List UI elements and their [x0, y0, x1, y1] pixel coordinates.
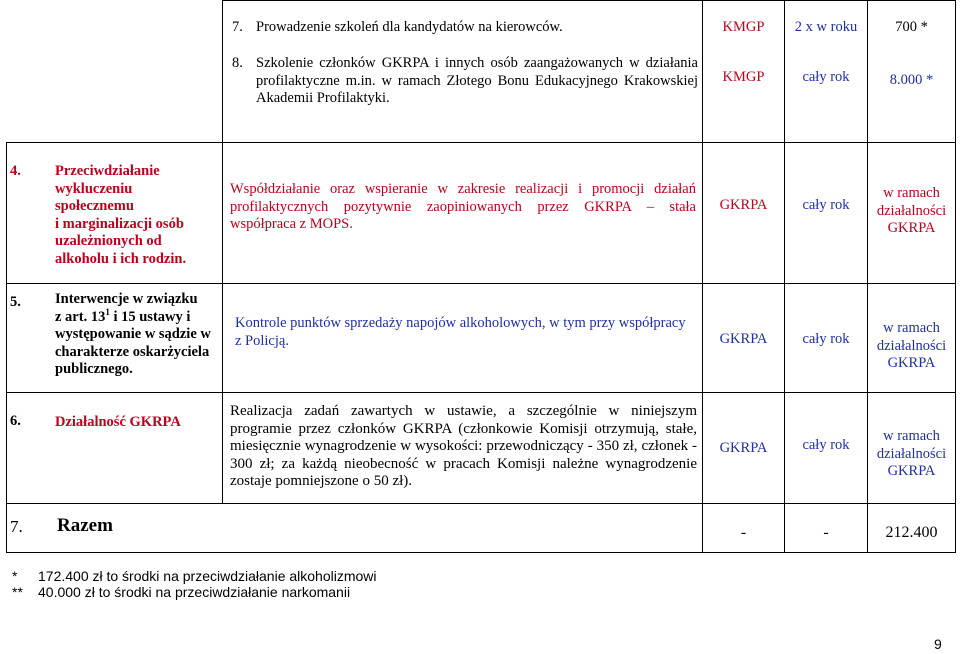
- table-left-border: [6, 142, 7, 553]
- footnote-mark: **: [12, 584, 23, 600]
- desc-line: zostaje pomniejszone o 50 zł).: [230, 473, 413, 489]
- title-line: i marginalizacji osób: [55, 215, 184, 232]
- desc-line: z Policją.: [235, 332, 289, 349]
- item-8-schedule: cały rok: [802, 69, 850, 85]
- row-4-amount: [868, 185, 955, 238]
- row-4-schedule: cały rok: [802, 197, 850, 213]
- page-number: 9: [934, 636, 942, 652]
- row-5-title: [55, 291, 211, 379]
- row-5-schedule: cały rok: [802, 331, 850, 347]
- item-7-responsible: KMGP: [722, 19, 765, 35]
- item-8-number: 8.: [232, 55, 243, 71]
- title-line: wykluczeniu: [55, 180, 133, 197]
- item-7-schedule: 2 x w roku: [794, 19, 858, 35]
- footnote-drugs: [12, 584, 350, 602]
- row-4-number: 4.: [10, 163, 21, 179]
- item-8-line: profilaktyczne m.in. w ramach Złotego Bonu Edukacyjnego Krakowskiej: [256, 72, 698, 89]
- item-8-line: Akademii Profilaktyki.: [256, 90, 390, 106]
- row-4-responsible: GKRPA: [719, 197, 768, 213]
- amount-line: GKRPA: [887, 463, 936, 479]
- row-5-responsible: GKRPA: [719, 331, 768, 347]
- footnote-alcohol: [12, 568, 377, 586]
- amount-line: działalności: [876, 337, 947, 354]
- table-top-border: [222, 0, 956, 1]
- desc-line: współpraca z MOPS.: [230, 216, 353, 232]
- total-number: 7.: [10, 517, 23, 536]
- title-line: społecznemu: [55, 198, 134, 214]
- desc-line: profilaktycznych pozytywnie zaopiniowanych przez GKRPA – stała: [230, 198, 696, 215]
- row-divider: [6, 503, 956, 504]
- title-line: [55, 306, 211, 327]
- desc-line: programie przez członków GKRPA (członkowie Komisji otrzymują, stałe,: [230, 420, 697, 437]
- title-line: publicznego.: [55, 361, 133, 377]
- row-6-amount: [868, 428, 955, 481]
- title-segment: z art. 13: [55, 308, 106, 325]
- item-7-amount: 700 *: [895, 19, 928, 35]
- row-divider: [6, 283, 956, 284]
- footnote-mark: *: [12, 568, 18, 584]
- desc-line: Kontrole punktów sprzedaży napojów alkoholowych, w tym przy współpracy: [235, 315, 686, 331]
- item-8-text: [256, 55, 698, 108]
- row-4-description: [230, 181, 696, 234]
- title-line: alkoholu i ich rodzin.: [55, 250, 187, 267]
- item-8-amount: 8.000 *: [889, 72, 934, 88]
- row-divider: [6, 142, 956, 143]
- total-schedule: -: [823, 524, 829, 541]
- desc-line: Współdziałanie oraz wspieranie w zakresie realizacji i promocji działań: [230, 181, 696, 197]
- title-line: Przeciwdziałanie: [55, 163, 160, 179]
- desc-line: Realizacja zadań zawartych w ustawie, a szczególnie w niniejszym: [230, 403, 697, 419]
- row-divider: [6, 392, 956, 393]
- amount-line: GKRPA: [887, 355, 936, 371]
- row-6-title: Działalność GKRPA: [55, 414, 181, 430]
- table-bottom-border: [6, 552, 956, 553]
- column-divider: [222, 0, 223, 503]
- total-amount: 212.400: [885, 524, 938, 541]
- footnote-text: 172.400 zł to środki na przeciwdziałanie alkoholizmowi: [38, 568, 377, 584]
- amount-line: w ramach: [883, 428, 940, 444]
- superscript: 1: [105, 306, 110, 317]
- title-segment: i 15 ustawy i: [109, 308, 191, 325]
- title-line: Interwencje w związku: [55, 291, 198, 307]
- row-6-description: [230, 403, 697, 491]
- footnote-text: 40.000 zł to środki na przeciwdziałanie narkomanii: [38, 584, 351, 600]
- row-5-number: 5.: [10, 294, 21, 310]
- amount-line: GKRPA: [887, 220, 936, 236]
- amount-line: w ramach: [883, 320, 940, 336]
- amount-line: w ramach: [883, 185, 940, 201]
- amount-line: działalności: [876, 445, 947, 462]
- item-7-text: Prowadzenie szkoleń dla kandydatów na kierowców.: [256, 19, 563, 35]
- item-8-responsible: KMGP: [722, 69, 765, 85]
- title-line: uzależnionych od: [55, 233, 162, 249]
- row-6-number: 6.: [10, 413, 21, 429]
- desc-line: 300 zł; za każdą nieobecność w pracach Komisji należne wynagrodzenie: [230, 455, 697, 472]
- total-responsible: -: [740, 524, 747, 541]
- row-5-amount: [868, 320, 955, 373]
- table-right-border: [955, 0, 956, 553]
- row-4-title: [55, 163, 186, 268]
- item-7-number: 7.: [232, 19, 243, 35]
- amount-line: działalności: [876, 202, 947, 219]
- row-6-schedule: cały rok: [802, 437, 850, 453]
- total-label: Razem: [57, 515, 113, 536]
- row-6-responsible: GKRPA: [719, 440, 768, 456]
- desc-line: miesięcznie wynagrodzenie w wysokości: przewodniczący - 350 zł, członek -: [230, 438, 697, 454]
- title-line: charakterze oskarżyciela: [55, 343, 210, 360]
- title-line: występowanie w sądzie w: [55, 326, 211, 342]
- item-8-line: Szkolenie członków GKRPA i innych osób zaangażowanych w działania: [256, 55, 698, 71]
- row-5-description: [235, 315, 697, 350]
